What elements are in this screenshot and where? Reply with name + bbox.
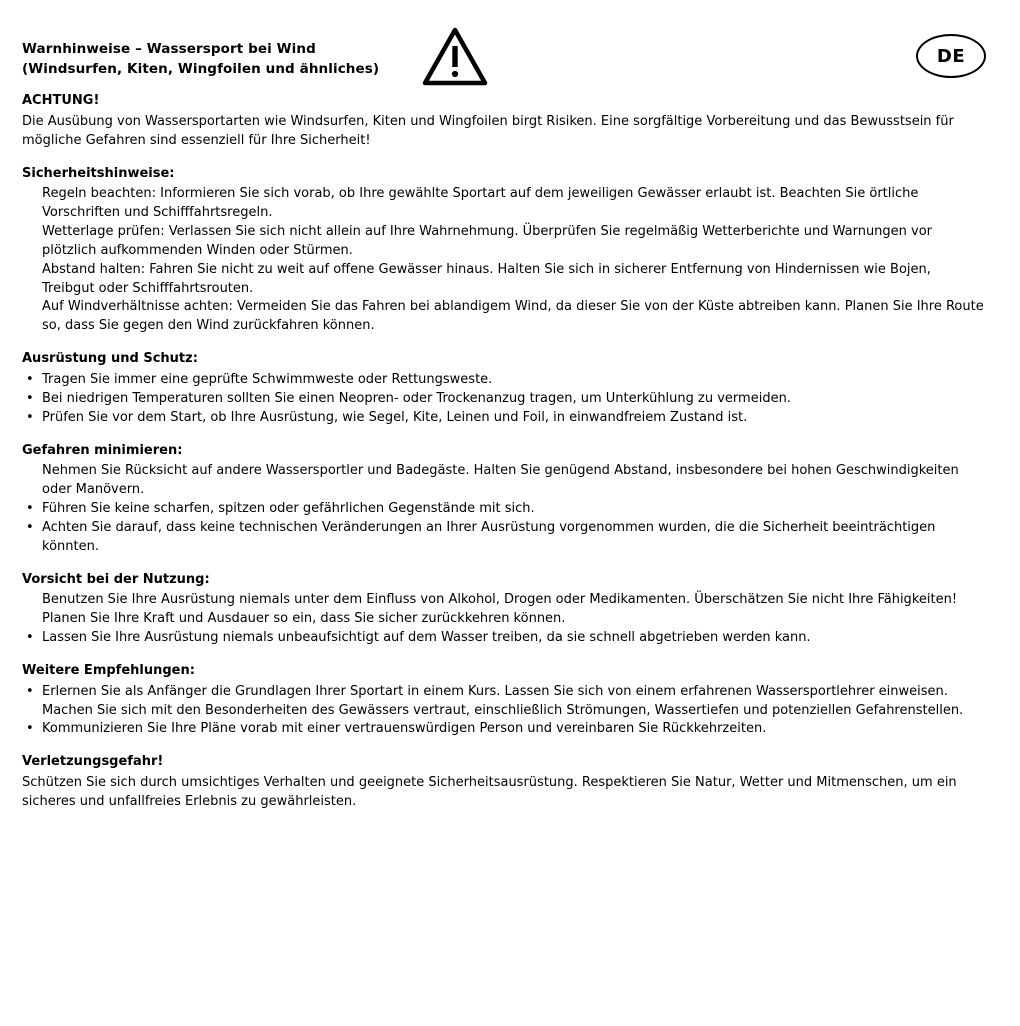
section-paragraph: Die Ausübung von Wassersportarten wie Windsurfen, Kiten und Wingfoilen birgt Risiken. Eine sorgfältige Vorbereitung und das Bewusstsein für mögliche Gefahren sind essenziell für Ihre Sicherheit! (22, 113, 954, 148)
list-item: • Erlernen Sie als Anfänger die Grundlagen Ihrer Sportart in einem Kurs. Lassen Sie sich von einem erfahrenen Wassersportlehrer einweisen. (22, 683, 986, 702)
section-heading: Vorsicht bei der Nutzung: (22, 571, 210, 587)
section-weitere-empfehlungen (22, 662, 986, 739)
page-title-line-2: (Windsurfen, Kiten, Wingfoilen und ähnliches) (22, 60, 380, 77)
section-list (22, 462, 986, 556)
section-achtung (22, 92, 986, 151)
section-sicherheitshinweise (22, 165, 986, 337)
warning-triangle-icon (422, 26, 488, 88)
document-content (22, 92, 986, 812)
section-paragraph: Schützen Sie sich durch umsichtiges Verhalten und geeignete Sicherheitsausrüstung. Respektieren Sie Natur, Wetter und Mitmenschen, um ein sicheres und unfallfreies Erlebnis zu gewährleisten. (22, 775, 957, 809)
document-header (22, 38, 986, 90)
list-item: • Führen Sie keine scharfen, spitzen oder gefährlichen Gegenstände mit sich. (22, 500, 986, 519)
list-item: • Tragen Sie immer eine geprüfte Schwimmweste oder Rettungsweste. (22, 371, 986, 390)
section-list (22, 185, 986, 336)
section-list (22, 591, 986, 648)
list-item: Abstand halten: Fahren Sie nicht zu weit auf offene Gewässer hinaus. Halten Sie sich in sicherer Entfernung von Hindernissen wie Bojen, Treibgut oder Schifffahrtsrouten. (42, 261, 931, 296)
section-heading: Weitere Empfehlungen: (22, 662, 195, 678)
section-heading: Gefahren minimieren: (22, 442, 183, 458)
section-ausruestung-und-schutz (22, 350, 986, 427)
list-item: • Lassen Sie Ihre Ausrüstung niemals unbeaufsichtigt auf dem Wasser treiben, da sie schnell abgetrieben werden kann. (22, 629, 986, 648)
list-item: Auf Windverhältnisse achten: Vermeiden Sie das Fahren bei ablandigem Wind, da dieser Sie von der Küste abtreiben kann. Planen Sie Ihre Route so, dass Sie gegen den Wind zurückfahren können. (42, 299, 984, 334)
section-gefahren-minimieren (22, 442, 986, 557)
section-heading: ACHTUNG! (22, 93, 100, 108)
list-item: Regeln beachten: Informieren Sie sich vorab, ob Ihre gewählte Sportart auf dem jeweiligen Gewässer erlaubt ist. Beachten Sie örtliche Vorschriften und Schifffahrtsregeln. (42, 186, 919, 221)
list-item: • Prüfen Sie vor dem Start, ob Ihre Ausrüstung, wie Segel, Kite, Leinen und Foil, in einwandfreiem Zustand ist. (22, 409, 986, 428)
list-item: • Bei niedrigen Temperaturen sollten Sie einen Neopren- oder Trockenanzug tragen, um Unterkühlung zu vermeiden. (22, 390, 986, 409)
list-item: • Achten Sie darauf, dass keine technischen Veränderungen an Ihrer Ausrüstung vorgenommen wurden, die die Sicherheit beeinträchtigen könnten. (22, 519, 986, 557)
section-list (22, 683, 986, 740)
section-heading: Verletzungsgefahr! (22, 754, 164, 770)
section-verletzungsgefahr (22, 753, 986, 812)
section-list (22, 371, 986, 428)
list-item: Wetterlage prüfen: Verlassen Sie sich nicht allein auf Ihre Wahrnehmung. Überprüfen Sie regelmäßig Wetterberichte und Warnungen vor plötzlich aufkommenden Winden oder Stürmen. (42, 224, 933, 258)
section-heading: Ausrüstung und Schutz: (22, 351, 198, 367)
list-item: • Kommunizieren Sie Ihre Pläne vorab mit einer vertrauenswürdigen Person und vereinbaren Sie Rückkehrzeiten. (22, 720, 986, 739)
page-title (22, 38, 986, 79)
language-badge: DE (916, 34, 986, 78)
list-item: Benutzen Sie Ihre Ausrüstung niemals unter dem Einfluss von Alkohol, Drogen oder Medikamenten. Überschätzen Sie nicht Ihre Fähigkeiten! Planen Sie Ihre Kraft und Ausdauer so ein, dass Sie sicher zurückkehren können. (42, 592, 958, 627)
list-item: Machen Sie sich mit den Besonderheiten des Gewässers vertraut, einschließlich Strömungen, Wassertiefen und potenziellen Gefahrenstellen. (42, 702, 964, 718)
section-heading: Sicherheitshinweise: (22, 165, 175, 181)
page-title-line-1: Warnhinweise – Wassersport bei Wind (22, 41, 316, 57)
section-vorsicht-bei-der-nutzung (22, 571, 986, 648)
list-item: Nehmen Sie Rücksicht auf andere Wassersportler und Badegäste. Halten Sie genügend Abstand, insbesondere bei hohen Geschwindigkeiten oder Manövern. (42, 463, 959, 498)
